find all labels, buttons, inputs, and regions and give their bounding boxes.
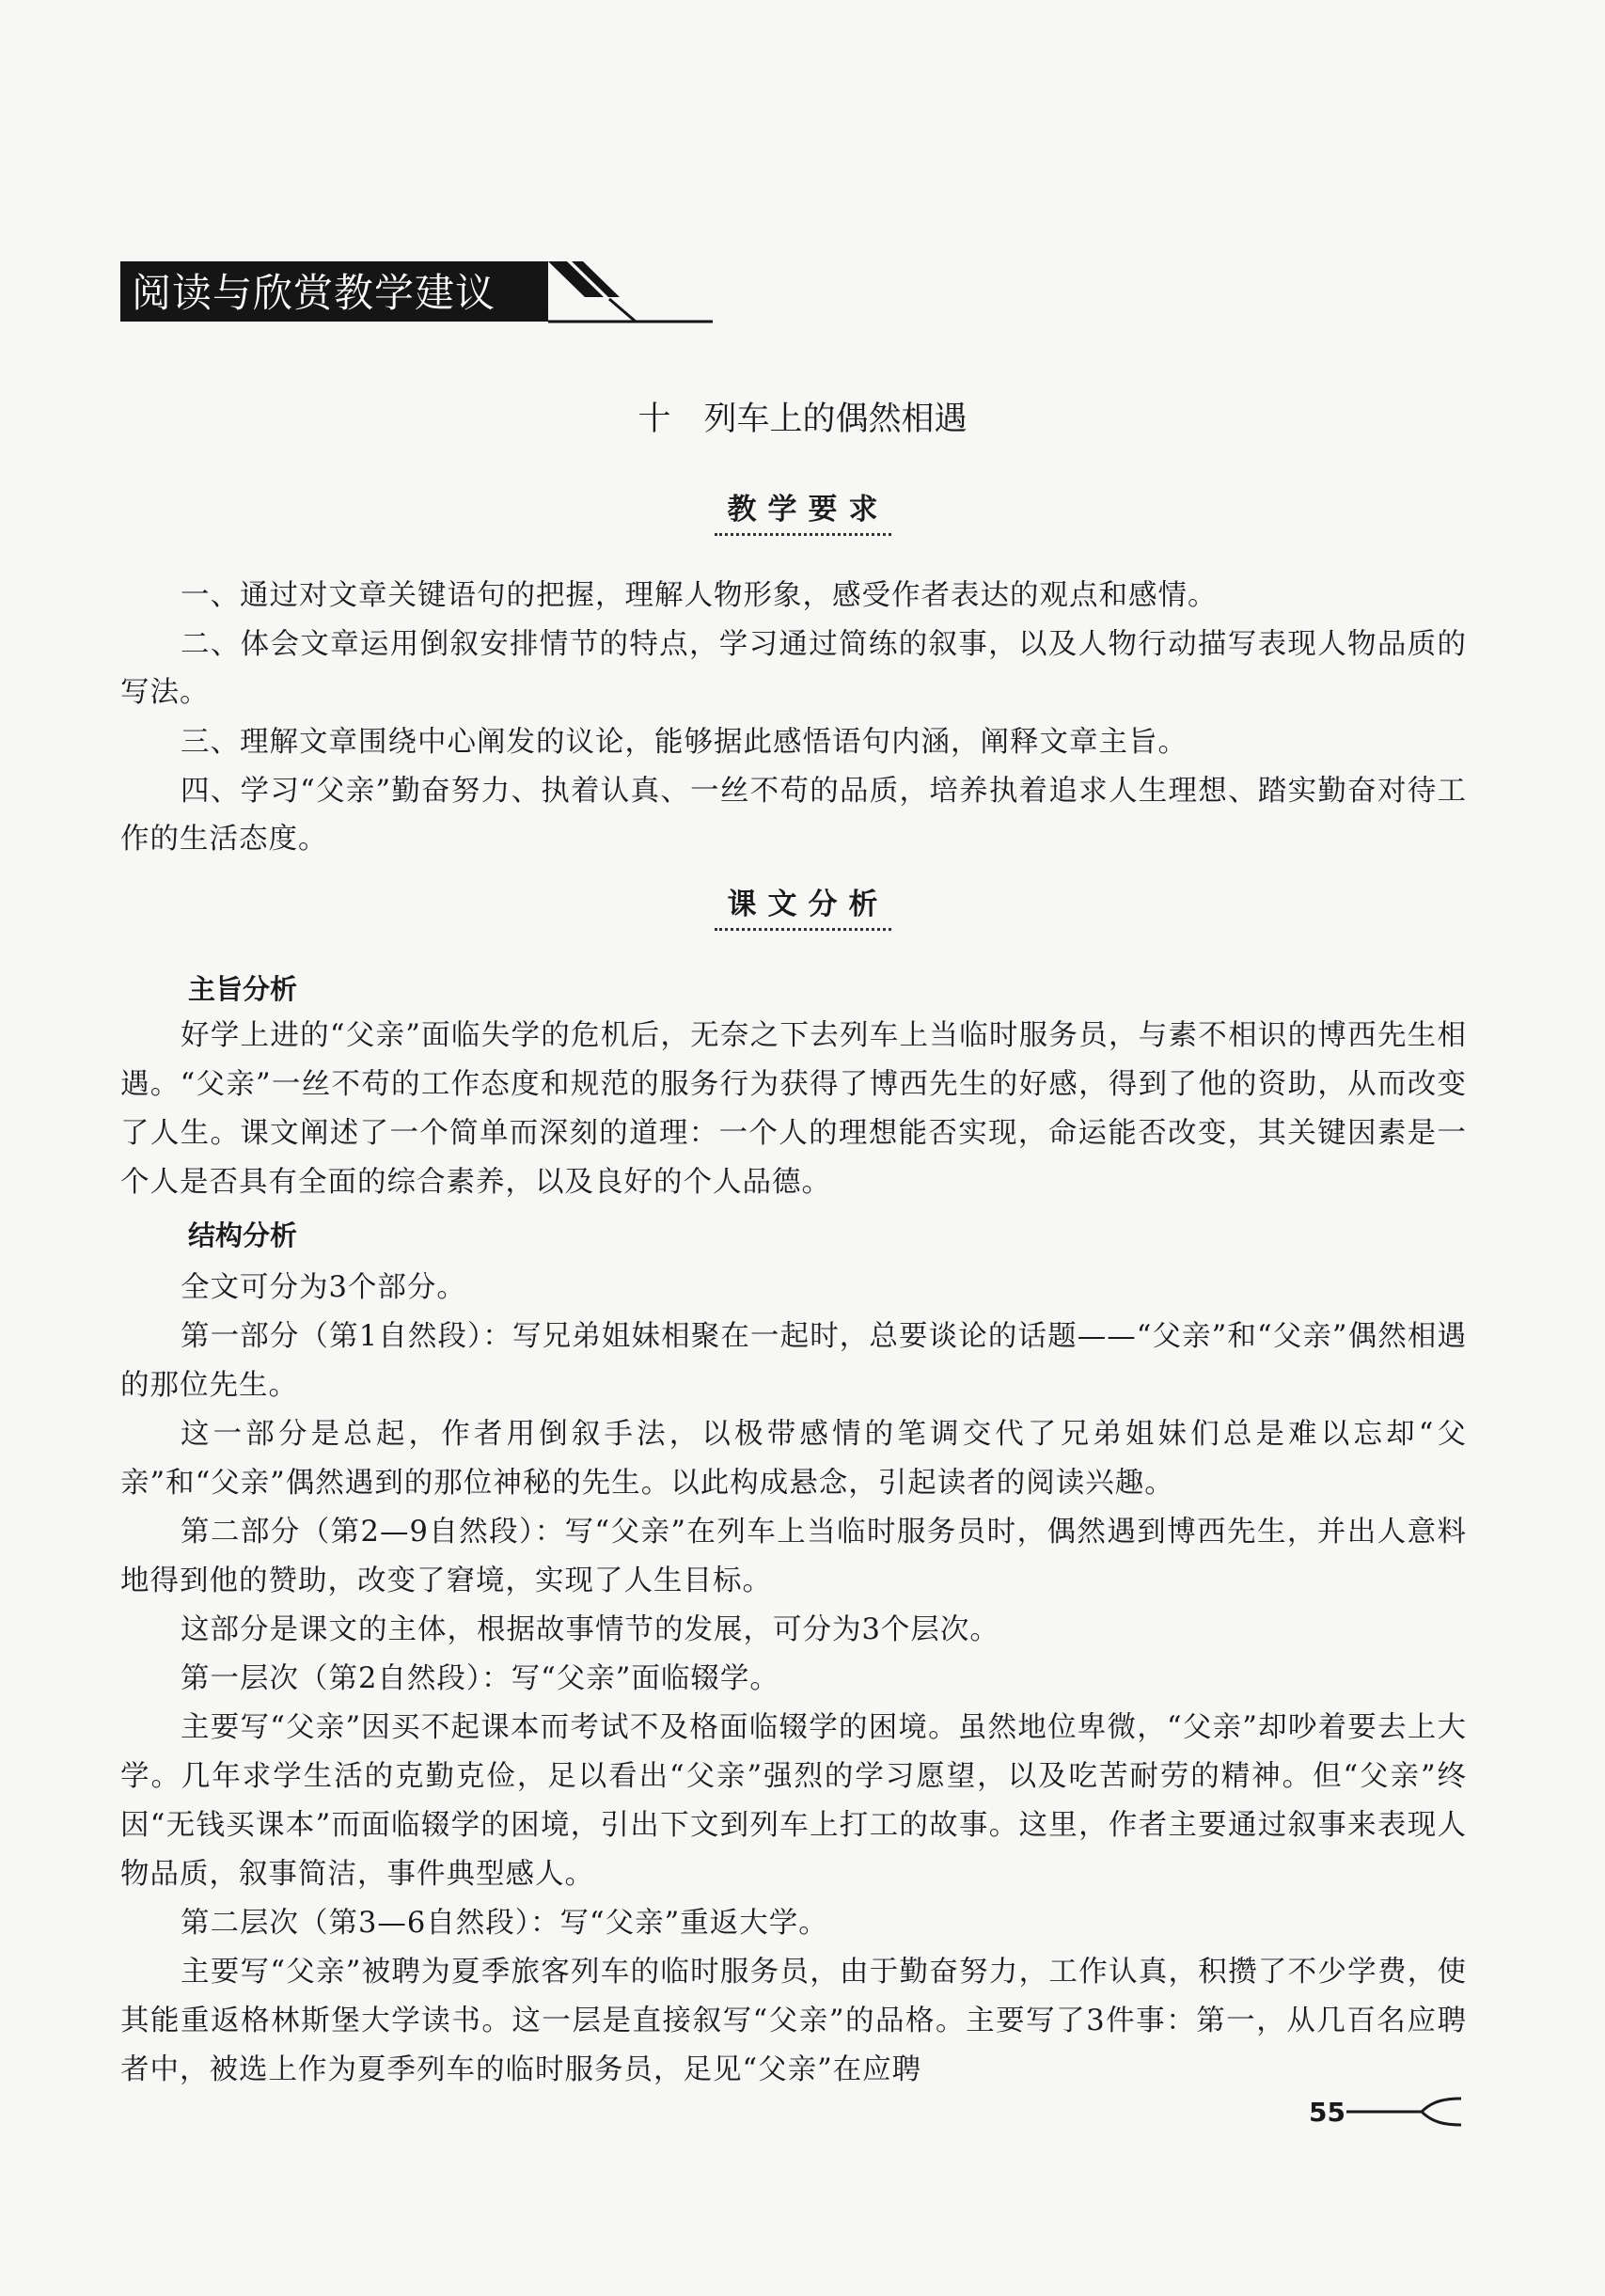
analysis-heading <box>0 880 1605 931</box>
requirement-item: 一、通过对文章关键语句的把握，理解人物形象，感受作者表达的观点和感情。 <box>181 579 1218 612</box>
structure-paragraph: 全文可分为3个部分。 <box>181 1271 466 1304</box>
heading-spacer <box>120 1207 1467 1264</box>
structure-paragraph: 这一部分是总起，作者用倒叙手法，以极带感情的笔调交代了兄弟姐妹们总是难以忘却“父亲”和“父亲”偶然遇到的那位神秘的先生。以此构成悬念，引起读者的阅读兴趣。 <box>120 1418 1467 1500</box>
structure-paragraph: 第二层次（第3—6自然段）：写“父亲”重返大学。 <box>181 1907 828 1940</box>
structure-paragraph: 这部分是课文的主体，根据故事情节的发展，可分为3个层次。 <box>181 1613 999 1646</box>
theme-paragraph: 好学上进的“父亲”面临失学的危机后，无奈之下去列车上当临时服务员，与素不相识的博西先生相遇。“父亲”一丝不苟的工作态度和规范的服务行为获得了博西先生的好感，得到了他的资助，从而改变了人生。课文阐述了一个简单而深刻的道理：一个人的理想能否实现，命运能否改变，其关键因素是一个人是否具有全面的综合素养，以及良好的个人品德。 <box>120 1019 1467 1199</box>
analysis-body <box>120 1012 1467 2095</box>
analysis-heading-text: 课文分析 <box>715 880 891 931</box>
section-banner <box>120 261 713 325</box>
banner-title: 阅读与欣赏教学建议 <box>132 270 496 316</box>
requirement-item: 三、理解文章围绕中心阐发的议论，能够据此感悟语句内涵，阐释文章主旨。 <box>181 726 1188 759</box>
structure-paragraph: 第二部分（第2—9自然段）：写“父亲”在列车上当临时服务员时，偶然遇到博西先生，并出人意料地得到他的赞助，改变了窘境，实现了人生目标。 <box>120 1516 1467 1597</box>
theme-heading: 主旨分析 <box>188 973 298 1005</box>
structure-heading: 结构分析 <box>188 1219 298 1251</box>
page-number-decoration <box>1343 2095 1465 2127</box>
structure-paragraph: 主要写“父亲”被聘为夏季旅客列车的临时服务员，由于勤奋努力，工作认真，积攒了不少学费，使其能重返格林斯堡大学读书。这一层是直接叙写“父亲”的品格。主要写了3件事：第一，从几百名应聘者中，被选上作为夏季列车的临时服务员，足见“父亲”在应聘 <box>120 1956 1467 2086</box>
requirements-heading-text: 教学要求 <box>715 485 891 536</box>
structure-paragraph: 第一层次（第2自然段）：写“父亲”面临辍学。 <box>181 1662 779 1695</box>
requirement-item: 四、学习“父亲”勤奋努力、执着认真、一丝不苟的品质，培养执着追求人生理想、踏实勤奋对待工作的生活态度。 <box>120 775 1467 856</box>
requirement-item: 二、体会文章运用倒叙安排情节的特点，学习通过简练的叙事，以及人物行动描写表现人物品质的写法。 <box>120 628 1467 709</box>
requirements-heading <box>0 485 1605 536</box>
structure-paragraph: 主要写“父亲”因买不起课本而考试不及格面临辍学的困境。虽然地位卑微，“父亲”却吵着要去上大学。几年求学生活的克勤克俭，足以看出“父亲”强烈的学习愿望，以及吃苦耐劳的精神。但“父亲”终因“无钱买课本”而面临辍学的困境，引出下文到列车上打工的故事。这里，作者主要通过叙事来表现人物品质，叙事简洁，事件典型感人。 <box>120 1711 1467 1891</box>
structure-paragraph: 第一部分（第1自然段）：写兄弟姐妹相聚在一起时，总要谈论的话题——“父亲”和“父亲”偶然相遇的那位先生。 <box>120 1320 1467 1402</box>
lesson-title: 十 列车上的偶然相遇 <box>637 401 968 438</box>
page-number: 55 <box>1309 2097 1345 2128</box>
